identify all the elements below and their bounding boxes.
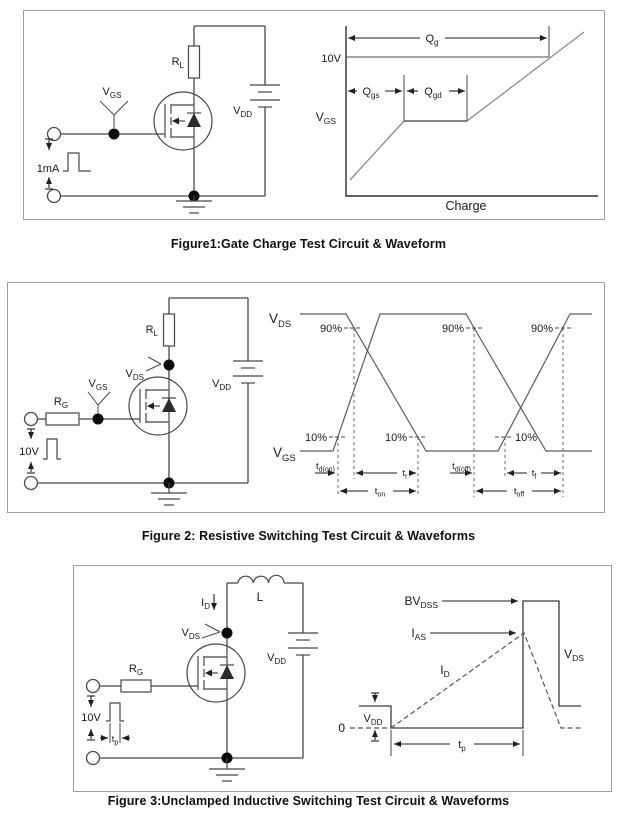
vgs-ramp-1 [350,121,404,180]
input-terminal-icon [25,413,38,426]
label-rl: $R_L$ [171,56,184,70]
load-resistor-icon [189,46,200,78]
load-resistor-icon [164,314,175,346]
vds-probe-icon [202,624,220,638]
label-tp: $t_p$ [111,734,119,747]
label-zero: 0 [338,721,345,735]
figure3-caption: Figure 3:Unclamped Inductive Switching Test Circuit & Waveforms [107,794,510,808]
gate-node-dot [109,129,120,140]
label-10pct-2: 10% [384,432,407,444]
label-vdd: $V_{DD}$ [267,652,286,666]
waveform-axes [346,26,598,196]
drain-node-dot [222,628,233,639]
label-id: $I_D$ [201,597,210,611]
figure1-box [23,10,605,220]
unclamped-inductive-test-circuit [81,575,318,781]
mosfet-symbol [129,377,187,435]
gate-charge-test-circuit [37,26,280,213]
figure3-box [73,565,612,792]
pulse-glyph [63,153,91,171]
label-wf-vds: $V_{DS}$ [269,311,292,330]
mosfet-symbol [187,644,245,702]
battery-icon [288,633,318,655]
label-td-on: $t_{d(on)}$ [316,461,335,474]
label-rg: $R_G$ [128,663,144,677]
label-rg: $R_G$ [53,396,69,410]
label-id-trace: $I_D$ [440,663,450,679]
label-vgs: $V_{GS}$ [102,86,122,100]
label-tf: $t_f$ [531,468,537,481]
label-tp-span: $t_p$ [458,739,466,753]
label-bvdss: $BV_{DSS}$ [404,594,438,610]
timing-reference-lines [329,328,572,497]
label-10v: 10V [321,53,341,65]
label-vds-span: $V_{DS}$ [564,647,584,663]
tp-dimension [391,730,523,756]
id-trace [391,633,581,728]
battery-icon [233,361,263,383]
battery-icon [250,85,280,107]
vgs-probe-icon [88,392,110,414]
label-wf-vgs: $V_{GS}$ [273,445,296,464]
label-90pct-1: 90% [319,323,342,335]
label-vgs: $V_{GS}$ [88,378,108,392]
vgs-ramp-2 [467,32,584,121]
figure2-caption: Figure 2: Resistive Switching Test Circuit & Waveforms [141,529,476,543]
label-pulse-amplitude: 10V [81,712,101,724]
circuit-wires [37,298,248,483]
inductor-icon [238,575,284,583]
label-pulse-amplitude: 1mA [36,163,60,175]
label-vdd-level: $V_{DD}$ [363,713,383,727]
ground-icon [151,483,187,505]
mosfet-symbol [154,92,212,150]
switching-waveforms [269,311,592,499]
gate-node-dot [93,414,104,425]
label-rl: $R_L$ [145,324,158,338]
label-qgs: $Q_{gs}$ [362,86,380,100]
vdd-dimension-arrows [371,693,379,741]
vds-trace [359,601,581,728]
input-terminal-icon [87,680,100,693]
label-vds: $V_{DS}$ [181,627,200,641]
label-tr: $t_r$ [402,468,408,481]
pulse-glyph [106,703,124,721]
label-charge-axis: Charge [445,199,487,213]
label-inductor: L [256,590,264,604]
gate-charge-waveform [316,26,598,213]
vgs-probe-icon [100,101,128,128]
figure1-diagram [24,11,604,219]
return-terminal-icon [25,477,38,490]
label-pulse-amplitude: 10V [19,446,39,458]
drain-node-dot [164,360,175,371]
label-90pct-2: 90% [441,323,464,335]
figure2-diagram [8,283,604,512]
label-90pct-3: 90% [530,323,553,335]
label-vdd: $V_{DD}$ [233,105,252,119]
label-10pct-1: 10% [304,432,327,444]
gate-resistor-icon [46,413,79,425]
label-qgd: $Q_{gd}$ [424,86,442,100]
return-terminal-icon [48,190,61,203]
label-vds: $V_{DS}$ [125,368,144,382]
figure1-caption: Figure1:Gate Charge Test Circuit & Waveform [170,237,447,251]
label-td-off: $t_{d(off)}$ [452,461,471,474]
label-ton: $t_{on}$ [374,486,386,499]
ground-icon [209,758,245,781]
label-qg: $Q_g$ [425,33,439,47]
return-terminal-icon [87,752,100,765]
uis-waveform [338,594,584,756]
figure3-diagram [74,566,611,791]
gate-resistor-icon [121,680,151,692]
label-vgs-axis: $V_{GS}$ [315,110,336,126]
label-ias: $I_{AS}$ [411,626,426,642]
label-10pct-3: 10% [515,432,538,444]
label-vdd: $V_{DD}$ [212,378,231,392]
vds-probe-icon [146,357,161,371]
figure2-box [7,282,605,513]
resistive-switching-test-circuit [19,298,263,505]
ground-icon [176,196,212,213]
pulse-glyph [43,439,61,459]
label-toff: $t_{off}$ [513,486,525,499]
